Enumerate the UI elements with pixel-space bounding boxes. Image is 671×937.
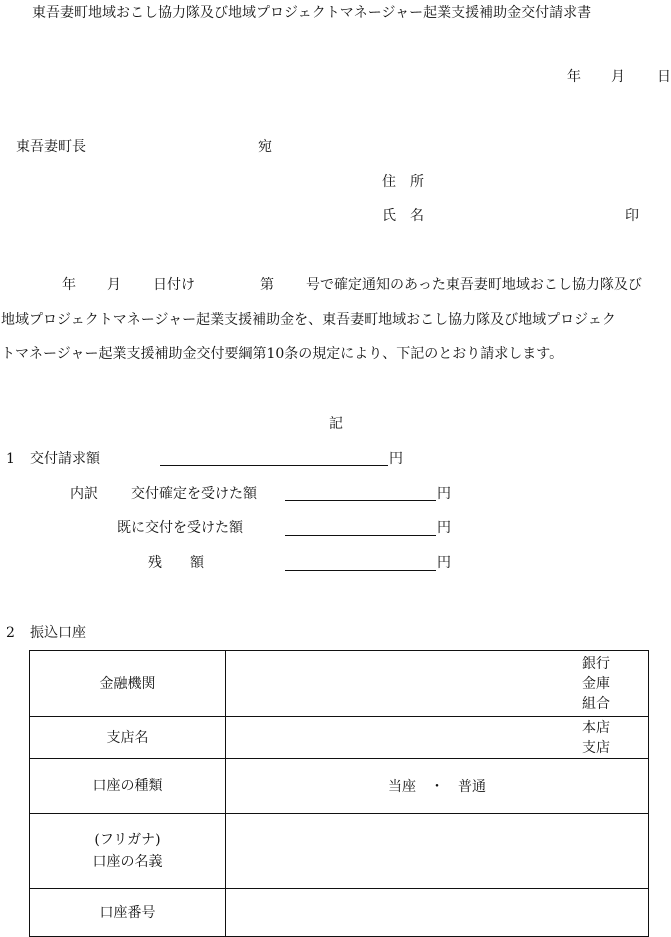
addressee-honorific: 宛 [258,139,272,155]
account-holder-kana-label: (フリガナ) [94,832,161,848]
account-holder-name-label: 口座の名義 [92,854,163,870]
institution-option-kumiai: 組合 [582,695,610,712]
account-number-field[interactable] [226,889,649,937]
institution-label: 金融機関 [30,651,226,717]
body-month: 月 [107,277,121,293]
remaining-amount-unit: 円 [437,555,451,571]
date-day: 日 [657,69,671,85]
body-year: 年 [62,277,76,293]
name-label: 氏 名 [382,208,424,224]
date-month: 月 [611,69,625,85]
body-line2: 地域プロジェクトマネージャー起業支援補助金を、東吾妻町地域おこし協力隊及び地域プロジェク [1,312,616,328]
breakdown-label: 内訳 [70,486,98,502]
addressee-name: 東吾妻町長 [16,139,86,155]
branch-field[interactable] [226,717,649,759]
account-type-label: 口座の種類 [30,759,226,814]
institution-field[interactable] [226,651,649,717]
page-title: 東吾妻町地域おこし協力隊及び地域プロジェクトマネージャー起業支援補助金交付請求書 [32,5,592,21]
received-amount-label: 既に交付を受けた額 [117,520,243,536]
body-number-prefix: 第 [260,277,274,293]
received-amount-unit: 円 [437,520,451,536]
institution-option-bank: 銀行 [582,655,610,672]
account-holder-field[interactable] [226,814,649,889]
branch-option-main: 本店 [582,719,610,736]
remaining-amount-label: 残 額 [148,555,204,571]
account-holder-label [30,814,226,889]
confirmed-amount-line[interactable] [285,500,436,501]
remaining-amount-line[interactable] [285,570,436,571]
body-line1-rest: 号で確定通知のあった東吾妻町地域おこし協力隊及び [306,277,642,293]
account-type-field[interactable]: 当座 ・ 普通 [226,759,649,814]
request-amount-line[interactable] [160,465,388,466]
body-line3: トマネージャー起業支援補助金交付要綱第10条の規定により、下記のとおり請求します。 [1,346,564,362]
confirmed-amount-unit: 円 [437,486,451,502]
institution-option-shinkin: 金庫 [582,675,610,692]
branch-option-branch: 支店 [582,739,610,756]
confirmed-amount-label: 交付確定を受けた額 [131,486,257,502]
section1-label: 交付請求額 [30,451,100,467]
seal-mark: 印 [625,208,639,224]
date-year: 年 [567,69,581,85]
section2-label: 振込口座 [30,625,86,641]
request-amount-unit: 円 [389,451,403,467]
address-label: 住 所 [382,174,424,190]
account-number-label: 口座番号 [30,889,226,937]
section1-number: 1 [6,451,15,467]
branch-label: 支店名 [30,717,226,759]
ki-heading: 記 [329,416,343,432]
section2-number: 2 [6,625,15,641]
body-day-dated: 日付け [153,277,195,293]
received-amount-line[interactable] [285,535,436,536]
bank-account-table [29,650,649,937]
